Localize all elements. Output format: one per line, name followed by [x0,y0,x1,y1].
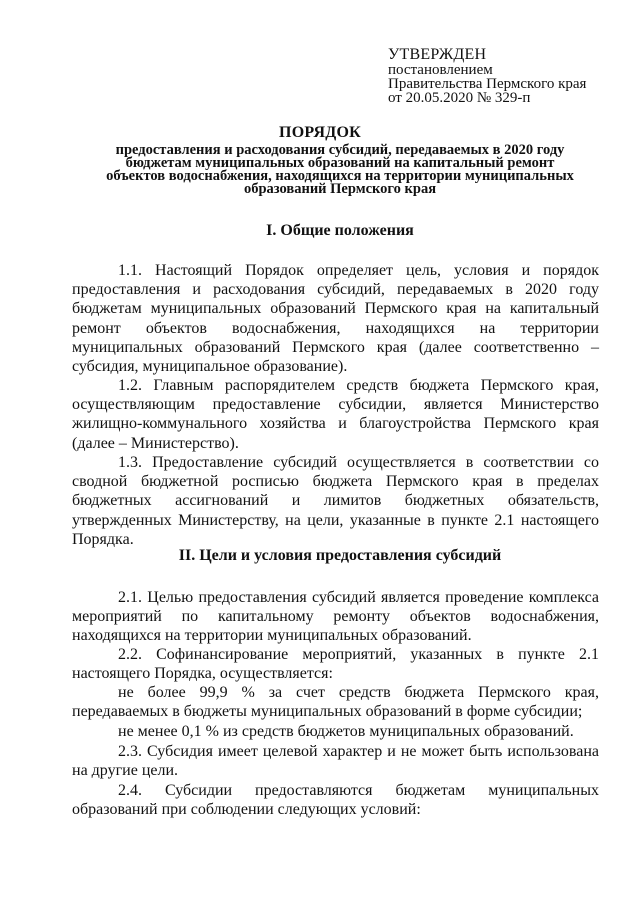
document-title: ПОРЯДОК [279,124,361,141]
paragraph: 2.1. Целью предоставления субсидий является проведение комплекса мероприятий по капитальному ремонту объектов водоснабжения, находящихся на территории муниципальных образований. [72,589,599,645]
paragraph: 2.3. Субсидия имеет целевой характер и не может быть использована на другие цели. [72,743,599,780]
approval-line: постановлением [388,62,493,78]
approval-line: от 20.05.2020 № 329-п [388,90,531,106]
approval-line: Правительства Пермского края [388,76,587,92]
paragraph: 1.1. Настоящий Порядок определяет цель, условия и порядок предоставления и расходования субсидий, передаваемых в 2020 году бюджетам муниципальных образований Пермского края на капитальный ремонт объектов водоснабжения, находящихся на территории муниципальных образований Пермского края (далее соответственно – субсидия, муниципальное образование). [72,262,599,376]
document-subtitle: предоставления и расходования субсидий, передаваемых в 2020 году бюджетам муниципальных образований на капитальный ремонт объектов водоснабжения, находящихся на территории муниципальных образований Пермского края [106,142,574,197]
section-heading: II. Цели и условия предоставления субсидий [178,547,502,564]
paragraph: не более 99,9 % за счет средств бюджета Пермского края, передаваемых в бюджеты муниципальных образований в форме субсидии; [72,684,599,721]
paragraph: не менее 0,1 % из средств бюджетов муниципальных образований. [118,723,574,740]
paragraph: 1.2. Главным распорядителем средств бюджета Пермского края, осуществляющим предоставление субсидии, является Министерство жилищно-коммунального хозяйства и благоустройства Пермского края (далее – Министерство). [72,377,599,452]
paragraph: 2.4. Субсидии предоставляются бюджетам муниципальных образований при соблюдении следующих условий: [72,782,599,819]
paragraph: 1.3. Предоставление субсидий осуществляется в соответствии со сводной бюджетной росписью бюджета Пермского края в пределах бюджетных ассигнований и лимитов бюджетных обязательств, утвержденных Министерству, на цели, указанные в пункте 2.1 настоящего Порядка. [72,454,599,548]
paragraph: 2.2. Софинансирование мероприятий, указанных в пункте 2.1 настоящего Порядка, осуществляется: [72,646,599,683]
section-heading: I. Общие положения [266,222,414,239]
approval-block [388,46,628,105]
approval-heading: УТВЕРЖДЕН [388,46,487,63]
